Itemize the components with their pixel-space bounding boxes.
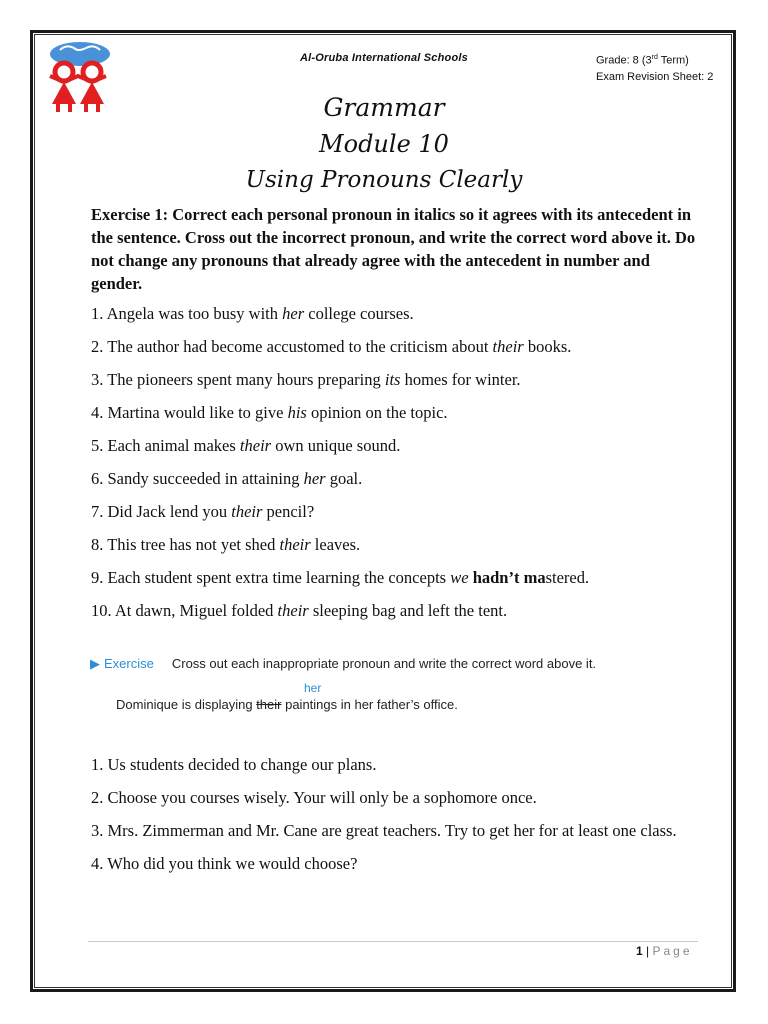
list-item (91, 567, 701, 600)
list-item (91, 435, 701, 468)
list-item (91, 501, 701, 534)
item-text: 8. This tree has not yet shed (91, 535, 280, 554)
example-label: Exercise (104, 656, 154, 671)
item-pronoun: her (303, 469, 326, 488)
item-text-end: opinion on the topic. (306, 403, 448, 422)
item-text-end: homes for winter. (400, 370, 521, 389)
example-box (90, 652, 690, 722)
list-item (91, 402, 701, 435)
exercise1-instructions: Exercise 1: Correct each personal pronoun in italics so it agrees with its antecedent in the sentence. Cross out the incorrect pronoun, and write the correct word above it. Do not change any pronouns that already agree with the antecedent in number and gender. (91, 205, 696, 293)
list-item: 2. Choose you courses wisely. Your will only be a sophomore once. (91, 788, 537, 807)
item-pronoun: her (282, 304, 305, 323)
grade-term: Term) (657, 54, 689, 67)
item-text: 2. The author had become accustomed to the criticism about (91, 337, 493, 356)
item-text-end: books. (523, 337, 572, 356)
item-text-end: goal. (325, 469, 363, 488)
list-item: 3. Mrs. Zimmerman and Mr. Cane are great teachers. Try to get her for at least one class. (91, 821, 677, 840)
item-text: 1. Angela was too busy with (91, 304, 283, 323)
example-sentence-start: Dominique is displaying (116, 697, 257, 712)
item-text: 6. Sandy succeeded in attaining (91, 469, 304, 488)
school-name: Al-Oruba International Schools (300, 52, 468, 64)
item-text: 10. At dawn, Miguel folded (91, 601, 278, 620)
item-text: 3. The pioneers spent many hours preparing (91, 370, 385, 389)
exercise2-list (91, 754, 691, 886)
page-label: Page (652, 944, 693, 958)
list-item (91, 369, 701, 402)
list-item (91, 600, 701, 633)
example-struck-word: their (256, 697, 282, 712)
list-item: 1. Us students decided to change our plans. (91, 755, 377, 774)
item-text-end: college courses. (304, 304, 414, 323)
item-text: 7. Did Jack lend you (91, 502, 232, 521)
page-number: 1 (636, 944, 643, 958)
item-text: 5. Each animal makes (91, 436, 240, 455)
item-pronoun: their (277, 601, 309, 620)
title-module: Module 10 (319, 130, 449, 158)
list-item (91, 534, 701, 567)
item-text-end: leaves. (310, 535, 361, 554)
item-pronoun: their (231, 502, 263, 521)
example-header (90, 656, 596, 672)
example-sentence-end: paintings in her father’s office. (281, 697, 458, 712)
grade-text: Grade: 8 (3 (596, 54, 652, 67)
list-item: 4. Who did you think we would choose? (91, 854, 358, 873)
example-correction: her (304, 681, 322, 695)
grade-sup: rd (651, 54, 658, 61)
example-sentence (116, 697, 458, 712)
list-item (91, 468, 701, 501)
item-pronoun: their (492, 337, 524, 356)
list-item (91, 336, 701, 369)
item-pronoun: his (287, 403, 307, 422)
title-topic: Using Pronouns Clearly (245, 167, 523, 193)
revision-sheet: Exam Revision Sheet: 2 (596, 70, 714, 83)
play-arrow-icon: ▶ (90, 656, 100, 671)
item-pronoun: we (450, 568, 469, 587)
grade-line (596, 50, 713, 69)
grade-info (596, 50, 713, 85)
item-text-end: own unique sound. (271, 436, 401, 455)
title-grammar: Grammar (323, 93, 445, 122)
item-text-end: stered. (545, 568, 590, 587)
item-pronoun: their (279, 535, 311, 554)
item-bold-text: hadn’t ma (468, 568, 546, 587)
list-item (91, 303, 701, 336)
item-text-end: sleeping bag and left the tent. (308, 601, 508, 620)
exercise1-list (91, 303, 701, 633)
item-pronoun: their (239, 436, 272, 455)
footer-divider (88, 941, 698, 942)
item-text: 4. Martina would like to give (91, 403, 288, 422)
item-text-end: pencil? (262, 502, 315, 521)
item-pronoun: its (384, 370, 401, 389)
example-instruction: Cross out each inappropriate pronoun and write the correct word above it. (171, 656, 597, 671)
page-footer (636, 944, 693, 958)
item-text: 9. Each student spent extra time learning the concepts (91, 568, 451, 587)
page-separator: | (642, 944, 653, 958)
